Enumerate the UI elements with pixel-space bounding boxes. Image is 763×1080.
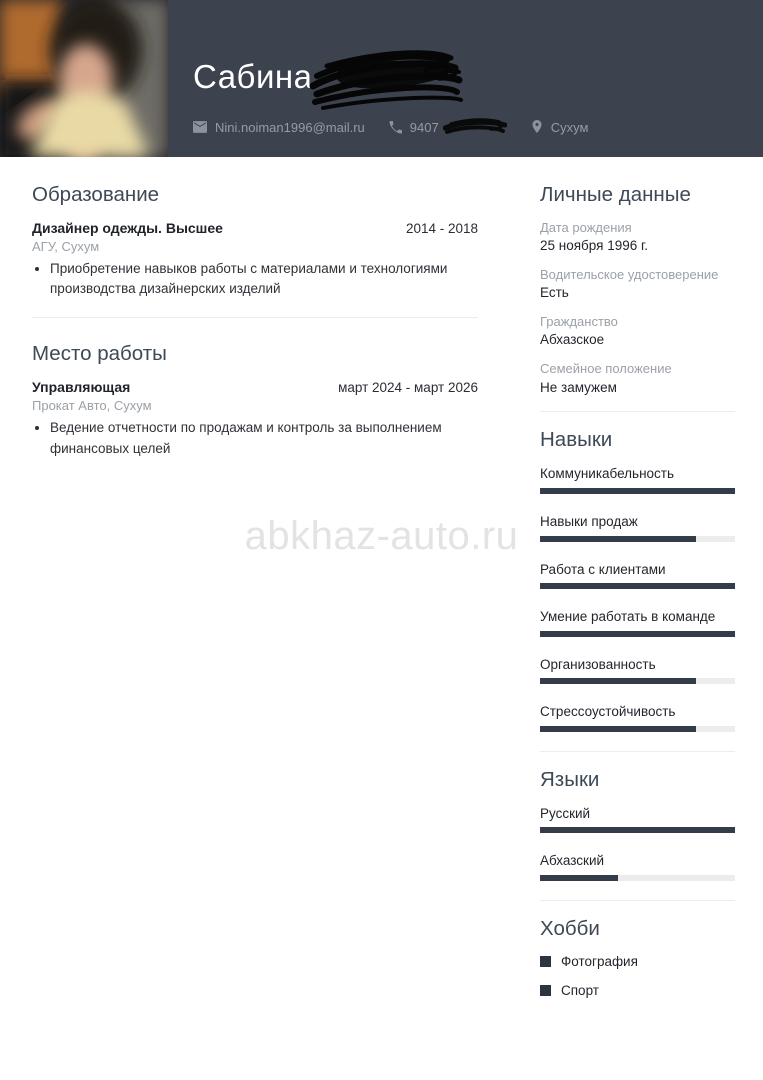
- personal-label: Гражданство: [540, 314, 618, 330]
- section-education: [32, 183, 478, 318]
- skill-bar-track: [540, 583, 735, 589]
- skill-item: [540, 656, 735, 685]
- skill-bar-track: [540, 488, 735, 494]
- redaction-scribble-phone-icon: [443, 116, 507, 138]
- section-divider: [540, 751, 735, 752]
- personal-item-marital-status: [540, 361, 735, 396]
- skill-label: Организованность: [540, 656, 656, 672]
- profile-photo-graphic: [0, 0, 168, 157]
- education-entry-title: Дизайнер одежды. Высшее: [32, 219, 223, 236]
- skills-heading: Навыки: [540, 428, 613, 452]
- hobbies-heading: Хобби: [540, 916, 600, 940]
- phone-text: 9407: [409, 119, 439, 135]
- work-heading: Место работы: [32, 342, 167, 366]
- work-bullet: • Ведение отчетности по продажам и контроль за выполнением финансовых целей: [50, 418, 478, 459]
- skill-label: Навыки продаж: [540, 514, 638, 530]
- skill-item: [540, 465, 735, 494]
- skill-bar-track: [540, 631, 735, 637]
- left-column: [32, 183, 478, 1012]
- skill-item: [540, 608, 735, 637]
- skill-label: Коммуникабельность: [540, 466, 675, 482]
- header-body: [168, 0, 763, 157]
- personal-item-citizenship: [540, 314, 735, 349]
- language-item: [540, 852, 735, 881]
- contact-row: [193, 116, 763, 138]
- language-item: [540, 805, 735, 834]
- hobby-item: [540, 954, 735, 969]
- personal-item-birthdate: [540, 220, 735, 255]
- location-pin-icon: [531, 120, 543, 134]
- section-divider: [32, 317, 478, 318]
- skill-item: [540, 703, 735, 732]
- hobby-item: [540, 983, 735, 998]
- education-entry-dates: 2014 - 2018: [405, 220, 478, 236]
- contact-email: [193, 120, 365, 135]
- personal-value: 25 ноября 1996 г.: [540, 238, 648, 254]
- name-row: [193, 60, 763, 100]
- education-entry: [32, 220, 478, 300]
- email-text: Nini.noiman1996@mail.ru: [215, 119, 365, 135]
- phone-icon: [389, 121, 402, 134]
- hobby-label: Спорт: [561, 982, 599, 998]
- skill-bar-track: [540, 536, 735, 542]
- language-label: Русский: [540, 805, 591, 821]
- section-personal-data: [540, 183, 735, 412]
- language-label: Абхазский: [540, 853, 605, 869]
- skill-item: [540, 561, 735, 590]
- education-bullet: • Приобретение навыков работы с материалами и технологиями производства дизайнерских изделий: [50, 259, 478, 300]
- candidate-name: Сабина: [193, 58, 313, 95]
- work-entry: [32, 379, 478, 459]
- section-divider: [540, 411, 735, 412]
- skill-label: Работа с клиентами: [540, 561, 666, 577]
- skill-bar-track: [540, 678, 735, 684]
- education-entry-org: АГУ, Сухум: [32, 238, 100, 254]
- personal-value: Не замужем: [540, 379, 617, 395]
- section-divider: [540, 900, 735, 901]
- square-bullet-icon: [540, 956, 551, 967]
- skill-bar-fill: [540, 678, 696, 684]
- skill-label: Умение работать в команде: [540, 609, 716, 625]
- section-languages: [540, 768, 735, 901]
- skill-item: [540, 513, 735, 542]
- personal-label: Дата рождения: [540, 219, 632, 235]
- education-heading: Образование: [32, 183, 160, 206]
- work-entry-title: Управляющая: [32, 379, 131, 396]
- work-entry-org: Прокат Авто, Сухум: [32, 398, 152, 414]
- main-content: [0, 157, 763, 1012]
- education-entry-head: [32, 220, 478, 236]
- email-icon: [193, 121, 207, 133]
- skill-bar-fill: [540, 583, 735, 589]
- work-entry-head: [32, 379, 478, 395]
- section-hobbies: [540, 917, 735, 998]
- personal-heading: Личные данные: [540, 183, 691, 206]
- language-bar-track: [540, 827, 735, 833]
- personal-value: Есть: [540, 285, 569, 301]
- education-bullet-list: [32, 259, 478, 300]
- contact-location: [531, 120, 589, 135]
- profile-photo: [0, 0, 168, 157]
- section-work: [32, 342, 478, 458]
- square-bullet-icon: [540, 985, 551, 996]
- skill-label: Стрессоустойчивость: [540, 704, 676, 720]
- languages-heading: Языки: [540, 767, 600, 791]
- work-bullet-list: [32, 418, 478, 459]
- contact-phone: [389, 116, 507, 138]
- site-watermark: abkhaz-auto.ru: [244, 514, 519, 558]
- skill-bar-track: [540, 726, 735, 732]
- right-column: [540, 183, 735, 1012]
- personal-label: Семейное положение: [540, 361, 672, 377]
- language-bar-fill: [540, 875, 618, 881]
- skill-bar-fill: [540, 488, 735, 494]
- hobby-label: Фотография: [561, 953, 638, 969]
- personal-value: Абхазское: [540, 332, 605, 348]
- header: [0, 0, 763, 157]
- personal-label: Водительское удостоверение: [540, 267, 719, 283]
- location-text: Сухум: [550, 119, 589, 135]
- skill-bar-fill: [540, 536, 696, 542]
- work-entry-dates: март 2024 - март 2026: [338, 380, 478, 396]
- language-bar-track: [540, 875, 735, 881]
- skill-bar-fill: [540, 631, 735, 637]
- personal-item-license: [540, 267, 735, 302]
- skill-bar-fill: [540, 726, 696, 732]
- language-bar-fill: [540, 827, 735, 833]
- section-skills: [540, 428, 735, 751]
